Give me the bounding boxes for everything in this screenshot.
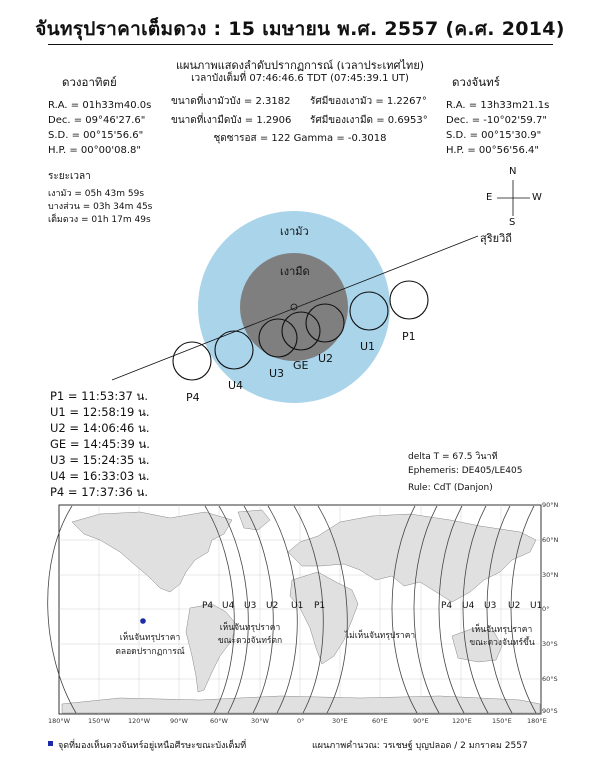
contact-time-u3: U3 = 15:24:35 น.: [50, 453, 150, 467]
duration-partial: บางส่วน = 03h 34m 45s: [48, 202, 153, 212]
ephemeris-source: Ephemeris: DE405/LE405: [408, 466, 523, 476]
label-u2: U2: [318, 352, 334, 365]
map-text-not-visible: ไม่เห็นจันทรุปราคา: [344, 631, 416, 641]
map-text-moonrise-2: ขณะดวงจันทร์ขึ้น: [469, 638, 535, 648]
map-curve-label-p4-right: P4: [441, 601, 453, 611]
duration-penumbral: เงามัว = 05h 43m 59s: [48, 189, 145, 199]
umbra-label: เงามืด: [280, 265, 310, 278]
moon-heading: ดวงจันทร์: [452, 75, 500, 89]
map-text-moonset-1: เห็นจันทรุปราคา: [219, 623, 281, 633]
ecliptic-label: สุริยวิถี: [480, 232, 512, 245]
lon-label-90w: 90°W: [170, 717, 188, 725]
sun-dec: Dec. = 09°46'27.6": [48, 115, 146, 126]
penumbra-radius: รัศมีของเงามัว = 1.2267°: [310, 96, 427, 107]
lat-label-0: 0°: [542, 605, 550, 613]
sun-hp: H.P. = 00°00'08.8": [48, 145, 141, 156]
map-curve-label-u3-left: U3: [244, 601, 257, 611]
label-u3: U3: [269, 367, 285, 380]
lat-label-30s: 30°S: [542, 640, 558, 648]
contact-time-ge: GE = 14:45:39 น.: [50, 437, 150, 451]
lat-label-60s: 60°S: [542, 675, 558, 683]
lat-label-90n: 90°N: [542, 501, 559, 509]
map-curve-label-u2-left: U2: [266, 601, 279, 611]
label-p1: P1: [402, 330, 416, 343]
lon-label-30w: 30°W: [251, 717, 269, 725]
lon-label-60e: 60°E: [372, 717, 388, 725]
umbral-magnitude: ขนาดที่เงามืดบัง = 1.2906: [171, 115, 292, 126]
compass-west: W: [532, 192, 542, 203]
contact-time-p4: P4 = 17:37:36 น.: [50, 485, 149, 499]
page-title: จันทรุปราคาเต็มดวง : 15 เมษายน พ.ศ. 2557 (ค.ศ. 2014): [35, 18, 565, 40]
max-eclipse-time: เวลาบังเต็มที่ 07:46:46.6 TDT (07:45:39.1 UT): [191, 73, 409, 84]
subpoint-marker: [140, 618, 146, 624]
diagram-subtitle: แผนภาพแสดงลำดับปรากฏการณ์ (เวลาประเทศไทย): [175, 59, 425, 72]
durations-heading: ระยะเวลา: [48, 171, 91, 182]
lon-label-150w: 150°W: [88, 717, 111, 725]
map-curve-label-u1-left: U1: [291, 601, 304, 611]
delta-t: delta T = 67.5 วินาที: [408, 452, 498, 462]
label-p4: P4: [186, 391, 200, 404]
moon-ra: R.A. = 13h33m21.1s: [446, 100, 550, 111]
lon-label-60w: 60°W: [210, 717, 228, 725]
lon-label-90e: 90°E: [413, 717, 429, 725]
compass-north: N: [509, 166, 517, 177]
map-curve-label-u4-left: U4: [222, 601, 235, 611]
legend-marker: [48, 741, 53, 746]
contact-time-u4: U4 = 16:33:03 น.: [50, 469, 150, 483]
lon-label-180e: 180°E: [527, 717, 547, 725]
map-curve-label-u4-right: U4: [462, 601, 475, 611]
lat-label-60n: 60°N: [542, 536, 559, 544]
lon-label-0: 0°: [297, 717, 305, 725]
map-curve-label-u3-right: U3: [484, 601, 497, 611]
map-text-moonrise-1: เห็นจันทรุปราคา: [471, 625, 533, 635]
danjon-rule: Rule: CdT (Danjon): [408, 483, 493, 493]
umbra-radius: รัศมีของเงามืด = 0.6953°: [310, 115, 428, 126]
label-ge: GE: [293, 359, 309, 372]
penumbral-magnitude: ขนาดที่เงามัวบัง = 2.3182: [171, 96, 291, 107]
label-u4: U4: [228, 379, 244, 392]
contact-time-p1: P1 = 11:53:37 น.: [50, 389, 149, 403]
lon-label-30e: 30°E: [332, 717, 348, 725]
moon-sd: S.D. = 00°15'30.9": [446, 130, 542, 141]
moon-hp: H.P. = 00°56'56.4": [446, 145, 539, 156]
contact-time-u2: U2 = 14:06:46 น.: [50, 421, 150, 435]
saros-gamma: ชุดซารอส = 122 Gamma = -0.3018: [213, 133, 387, 144]
credit-line: แผนภาพคำนวณ: วรเชษฐ์ บุญปลอด / 2 มกราคม 2557: [312, 741, 528, 751]
map-curve-label-p4-left: P4: [202, 601, 214, 611]
moon-dec: Dec. = -10°02'59.7": [446, 115, 547, 126]
antarctica-land: [62, 696, 540, 713]
contact-time-u1: U1 = 12:58:19 น.: [50, 405, 150, 419]
label-u1: U1: [360, 340, 376, 353]
lon-label-150e: 150°E: [492, 717, 512, 725]
penumbra-label: เงามัว: [280, 225, 309, 238]
lat-label-90s: 90°S: [542, 707, 558, 715]
compass-east: E: [486, 192, 493, 203]
map-curve-label-p1-left: P1: [314, 601, 326, 611]
compass-south: S: [509, 217, 516, 228]
map-text-visible-whole-2: ตลอดปรากฏการณ์: [115, 647, 185, 657]
lon-label-120e: 120°E: [452, 717, 472, 725]
lat-label-30n: 30°N: [542, 571, 559, 579]
map-curve-label-u2-right: U2: [508, 601, 521, 611]
sun-heading: ดวงอาทิตย์: [62, 75, 117, 89]
sun-ra: R.A. = 01h33m40.0s: [48, 100, 152, 111]
lon-label-120w: 120°W: [128, 717, 151, 725]
map-text-visible-whole-1: เห็นจันทรุปราคา: [119, 633, 181, 643]
duration-total: เต็มดวง = 01h 17m 49s: [48, 215, 151, 225]
map-text-moonset-2: ขณะดวงจันทร์ตก: [217, 636, 283, 646]
subpoint-legend-note: จุดที่มองเห็นดวงจันทร์อยู่เหนือศีรษะขณะบังเต็มที่: [58, 741, 247, 751]
map-curve-label-u1-right: U1: [530, 601, 543, 611]
lon-label-180w: 180°W: [48, 717, 71, 725]
sun-sd: S.D. = 00°15'56.6": [48, 130, 144, 141]
